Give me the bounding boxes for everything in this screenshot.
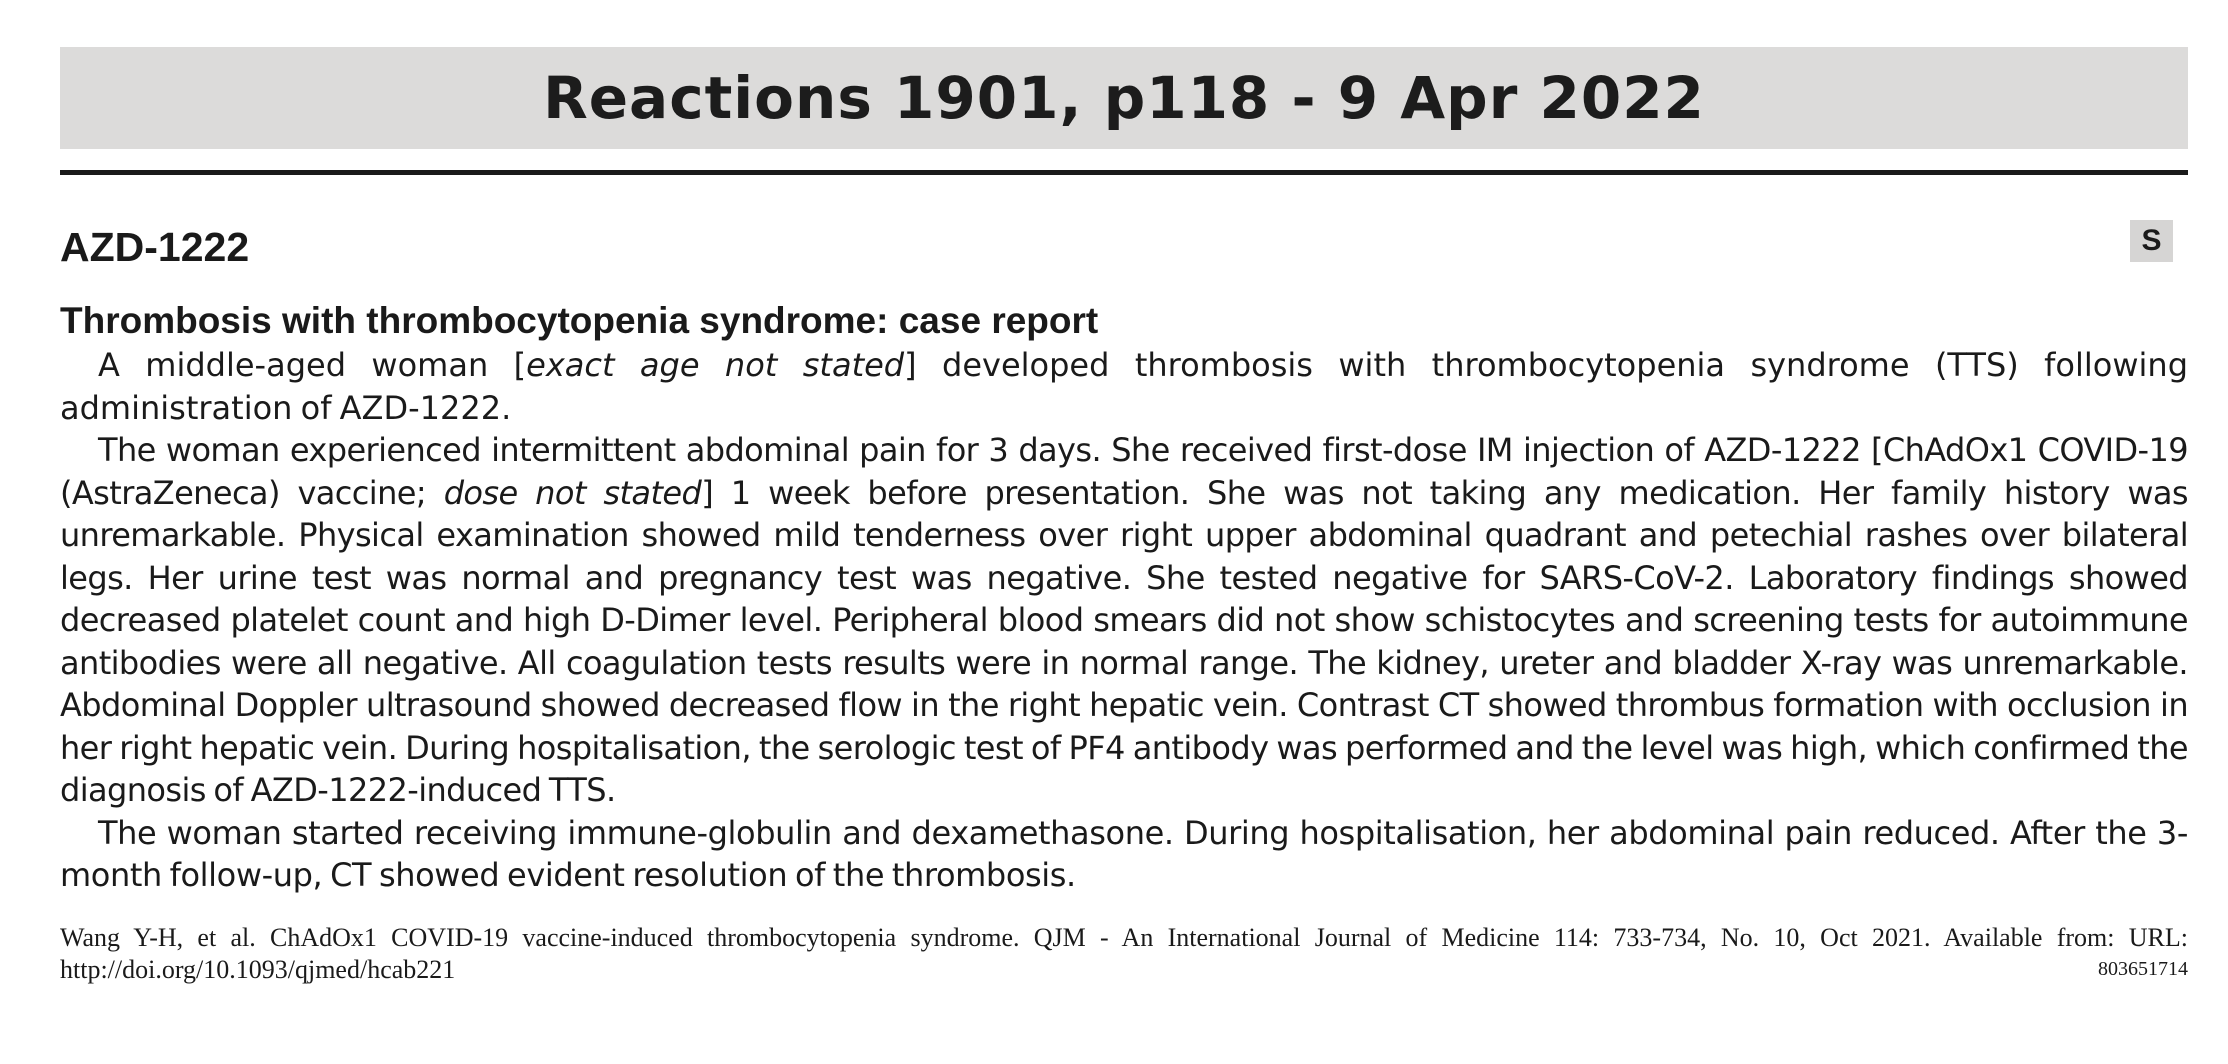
document-id: 803651714 (2098, 958, 2188, 980)
drug-name: AZD-1222 (60, 224, 250, 270)
article-title: Thrombosis with thrombocytopenia syndrome: case report (60, 300, 1099, 341)
paragraph-2: The woman experienced intermittent abdominal pain for 3 days. She received first-dose IM injection of AZD-1222 [ChAdOx1 COVID-19 (AstraZeneca) vaccine; dose not stated] 1 week before presentation. She was not taking any medication. Her family history was unremarkable. Physical examination showed mild tenderness over right upper abdominal quadrant and petechial rashes over bilateral legs. Her urine test was normal and pregnancy test was negative. She tested negative for SARS-CoV-2. Laboratory findings showed decreased platelet count and high D-Dimer level. Peripheral blood smears did not show schistocytes and screening tests for autoimmune antibodies were all negative. All coagulation tests results were in normal range. The kidney, ureter and bladder X-ray was unremarkable. Abdominal Doppler ultrasound showed decreased flow in the right hepatic vein. Contrast CT showed thrombus formation with occlusion in her right hepatic vein. During hospitalisation, the serologic test of PF4 antibody was performed and the level was high, which confirmed the diagnosis of AZD-1222-induced TTS. (60, 431, 2188, 809)
page-title: Reactions 1901, p118 - 9 Apr 2022 (543, 64, 1705, 132)
seriousness-badge: S (2130, 220, 2173, 262)
header-divider (60, 170, 2188, 175)
paragraph-3: The woman started receiving immune-globulin and dexamethasone. During hospitalisation, her abdominal pain reduced. After the 3-month follow-up, CT showed evident resolution of the thrombosis. (60, 813, 2188, 894)
paragraph-1: A middle-aged woman [exact age not stated] developed thrombosis with thrombocytopenia syndrome (TTS) following administration of AZD-1222. (60, 346, 2189, 427)
article-body (60, 344, 2188, 897)
header-band (60, 47, 2188, 149)
citation: Wang Y-H, et al. ChAdOx1 COVID-19 vaccine-induced thrombocytopenia syndrome. QJM - An International Journal of Medicine 114: 733-734, No. 10, Oct 2021. Available from: URL: http://doi.org/10.1093/qjmed/hcab221 (60, 923, 2188, 984)
